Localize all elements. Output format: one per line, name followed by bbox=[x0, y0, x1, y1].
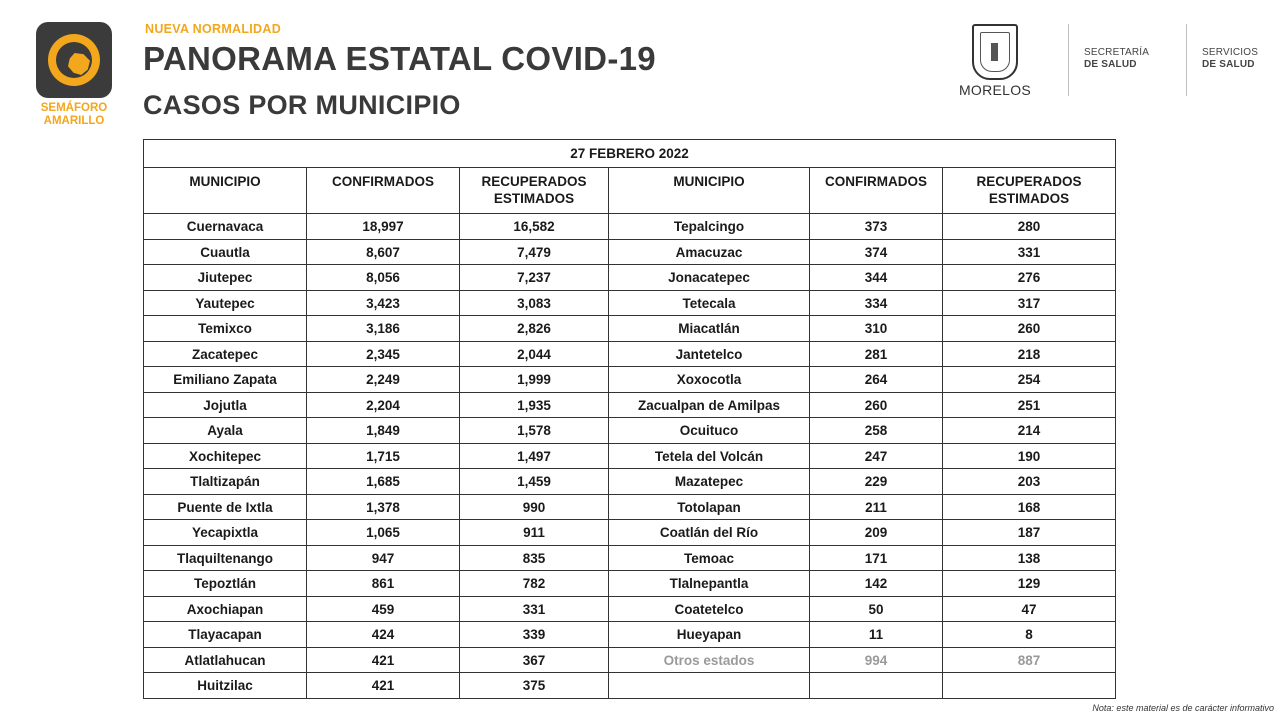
cell-recuperados: 214 bbox=[943, 418, 1116, 444]
cell-recuperados: 16,582 bbox=[460, 214, 609, 240]
cell-recuperados: 782 bbox=[460, 571, 609, 597]
semaforo-label-line2: AMARILLO bbox=[43, 115, 105, 127]
table-row bbox=[144, 341, 1116, 367]
cell-municipio: Coatetelco bbox=[609, 596, 810, 622]
table-row bbox=[144, 214, 1116, 240]
table-row bbox=[144, 239, 1116, 265]
table-row bbox=[144, 290, 1116, 316]
header-recuperados bbox=[943, 168, 1116, 214]
cell-municipio: Tepoztlán bbox=[144, 571, 307, 597]
cell-municipio: Miacatlán bbox=[609, 316, 810, 342]
cell-recuperados: 1,497 bbox=[460, 443, 609, 469]
cell-confirmados: 947 bbox=[307, 545, 460, 571]
header-confirmados: CONFIRMADOS bbox=[810, 168, 943, 214]
cell-municipio: Tetecala bbox=[609, 290, 810, 316]
state-map-icon bbox=[68, 53, 90, 75]
cell-recuperados: 367 bbox=[460, 647, 609, 673]
cell-recuperados: 260 bbox=[943, 316, 1116, 342]
cell-confirmados: 258 bbox=[810, 418, 943, 444]
cell-recuperados: 168 bbox=[943, 494, 1116, 520]
cell-confirmados: 994 bbox=[810, 647, 943, 673]
cell-confirmados: 260 bbox=[810, 392, 943, 418]
cell-confirmados: 229 bbox=[810, 469, 943, 495]
cell-recuperados: 331 bbox=[943, 239, 1116, 265]
cell-recuperados: 8 bbox=[943, 622, 1116, 648]
cell-confirmados: 211 bbox=[810, 494, 943, 520]
cell-municipio: Mazatepec bbox=[609, 469, 810, 495]
divider bbox=[1186, 24, 1187, 96]
header-recuperados-line1: RECUPERADOS bbox=[976, 174, 1082, 189]
cell-confirmados: 8,056 bbox=[307, 265, 460, 291]
header-municipio: MUNICIPIO bbox=[609, 168, 810, 214]
table-row bbox=[144, 265, 1116, 291]
cell-municipio: Tlaquiltenango bbox=[144, 545, 307, 571]
cell-recuperados: 375 bbox=[460, 673, 609, 699]
cell-confirmados: 1,378 bbox=[307, 494, 460, 520]
header-municipio: MUNICIPIO bbox=[144, 168, 307, 214]
secretaria-salud-logo bbox=[1084, 47, 1149, 71]
cell-municipio: Axochiapan bbox=[144, 596, 307, 622]
table-row bbox=[144, 647, 1116, 673]
cell-confirmados: 142 bbox=[810, 571, 943, 597]
cell-municipio: Totolapan bbox=[609, 494, 810, 520]
cell-recuperados: 254 bbox=[943, 367, 1116, 393]
cell-confirmados: 3,423 bbox=[307, 290, 460, 316]
cell-municipio bbox=[609, 673, 810, 699]
cell-confirmados: 421 bbox=[307, 647, 460, 673]
cell-municipio: Otros estados bbox=[609, 647, 810, 673]
table-row bbox=[144, 418, 1116, 444]
cell-recuperados: 3,083 bbox=[460, 290, 609, 316]
cell-confirmados: 18,997 bbox=[307, 214, 460, 240]
cell-municipio: Tlayacapan bbox=[144, 622, 307, 648]
cell-municipio: Yecapixtla bbox=[144, 520, 307, 546]
cell-recuperados: 317 bbox=[943, 290, 1116, 316]
table-row bbox=[144, 673, 1116, 699]
cell-recuperados: 339 bbox=[460, 622, 609, 648]
cases-table bbox=[143, 139, 1116, 699]
cell-recuperados: 2,044 bbox=[460, 341, 609, 367]
cell-recuperados: 138 bbox=[943, 545, 1116, 571]
cell-municipio: Tlaltizapán bbox=[144, 469, 307, 495]
cell-confirmados: 171 bbox=[810, 545, 943, 571]
cell-recuperados: 1,935 bbox=[460, 392, 609, 418]
cell-confirmados: 310 bbox=[810, 316, 943, 342]
cell-municipio: Emiliano Zapata bbox=[144, 367, 307, 393]
cell-municipio: Cuernavaca bbox=[144, 214, 307, 240]
dep1-line2: DE SALUD bbox=[1084, 59, 1137, 70]
table-row bbox=[144, 316, 1116, 342]
cell-recuperados: 280 bbox=[943, 214, 1116, 240]
page-subtitle: CASOS POR MUNICIPIO bbox=[143, 90, 461, 120]
cell-confirmados: 2,204 bbox=[307, 392, 460, 418]
table-row bbox=[144, 622, 1116, 648]
cell-municipio: Jiutepec bbox=[144, 265, 307, 291]
cell-confirmados: 421 bbox=[307, 673, 460, 699]
cell-confirmados: 209 bbox=[810, 520, 943, 546]
cell-confirmados: 424 bbox=[307, 622, 460, 648]
cell-municipio: Hueyapan bbox=[609, 622, 810, 648]
semaforo-logo bbox=[34, 22, 114, 128]
cell-confirmados: 281 bbox=[810, 341, 943, 367]
cell-recuperados: 1,578 bbox=[460, 418, 609, 444]
cell-confirmados: 1,685 bbox=[307, 469, 460, 495]
table-row bbox=[144, 520, 1116, 546]
cell-municipio: Coatlán del Río bbox=[609, 520, 810, 546]
servicios-salud-logo bbox=[1202, 47, 1258, 71]
cell-municipio: Ocuituco bbox=[609, 418, 810, 444]
cell-recuperados: 331 bbox=[460, 596, 609, 622]
cell-recuperados: 7,237 bbox=[460, 265, 609, 291]
cell-confirmados: 3,186 bbox=[307, 316, 460, 342]
cell-municipio: Puente de Ixtla bbox=[144, 494, 307, 520]
table-row bbox=[144, 494, 1116, 520]
dep1-line1: SECRETARÍA bbox=[1084, 47, 1150, 58]
cell-confirmados: 1,065 bbox=[307, 520, 460, 546]
cell-confirmados: 1,849 bbox=[307, 418, 460, 444]
cell-municipio: Tepalcingo bbox=[609, 214, 810, 240]
cell-confirmados: 247 bbox=[810, 443, 943, 469]
footnote: Nota: este material es de carácter informativo bbox=[1092, 703, 1274, 713]
table-row bbox=[144, 571, 1116, 597]
cell-confirmados: 1,715 bbox=[307, 443, 460, 469]
semaforo-label-line1: SEMÁFORO bbox=[40, 102, 108, 114]
dep2-line2: DE SALUD bbox=[1202, 59, 1255, 70]
cell-confirmados: 334 bbox=[810, 290, 943, 316]
cell-municipio: Amacuzac bbox=[609, 239, 810, 265]
traffic-light-icon bbox=[36, 22, 112, 98]
cell-recuperados: 835 bbox=[460, 545, 609, 571]
cell-municipio: Temixco bbox=[144, 316, 307, 342]
cell-municipio: Temoac bbox=[609, 545, 810, 571]
table-row bbox=[144, 596, 1116, 622]
cell-recuperados: 218 bbox=[943, 341, 1116, 367]
header-confirmados: CONFIRMADOS bbox=[307, 168, 460, 214]
cell-recuperados: 7,479 bbox=[460, 239, 609, 265]
cell-municipio: Tetela del Volcán bbox=[609, 443, 810, 469]
cell-recuperados: 47 bbox=[943, 596, 1116, 622]
cell-municipio: Jojutla bbox=[144, 392, 307, 418]
table-row bbox=[144, 443, 1116, 469]
cell-confirmados: 861 bbox=[307, 571, 460, 597]
header-recuperados bbox=[460, 168, 609, 214]
cell-recuperados: 187 bbox=[943, 520, 1116, 546]
cell-recuperados: 190 bbox=[943, 443, 1116, 469]
table-body bbox=[144, 214, 1116, 699]
dep2-line1: SERVICIOS bbox=[1202, 47, 1259, 58]
cell-municipio: Tlalnepantla bbox=[609, 571, 810, 597]
cell-recuperados: 251 bbox=[943, 392, 1116, 418]
semaforo-label bbox=[34, 102, 114, 128]
cell-confirmados: 11 bbox=[810, 622, 943, 648]
cell-recuperados: 276 bbox=[943, 265, 1116, 291]
morelos-shield-icon bbox=[972, 24, 1018, 80]
table-row bbox=[144, 367, 1116, 393]
table-date: 27 FEBRERO 2022 bbox=[144, 140, 1116, 168]
kicker: NUEVA NORMALIDAD bbox=[145, 22, 282, 36]
table-row bbox=[144, 392, 1116, 418]
cell-municipio: Huitzilac bbox=[144, 673, 307, 699]
table-row bbox=[144, 545, 1116, 571]
cell-confirmados: 2,249 bbox=[307, 367, 460, 393]
cell-recuperados: 887 bbox=[943, 647, 1116, 673]
header-recuperados-line2: ESTIMADOS bbox=[988, 191, 1070, 206]
cell-recuperados: 203 bbox=[943, 469, 1116, 495]
table-row bbox=[144, 469, 1116, 495]
cell-recuperados bbox=[943, 673, 1116, 699]
cell-recuperados: 990 bbox=[460, 494, 609, 520]
cell-municipio: Ayala bbox=[144, 418, 307, 444]
cell-municipio: Xochitepec bbox=[144, 443, 307, 469]
header-recuperados-line2: ESTIMADOS bbox=[493, 191, 575, 206]
cell-municipio: Cuautla bbox=[144, 239, 307, 265]
cell-confirmados: 374 bbox=[810, 239, 943, 265]
cell-municipio: Atlatlahucan bbox=[144, 647, 307, 673]
cell-recuperados: 2,826 bbox=[460, 316, 609, 342]
page-title: PANORAMA ESTATAL COVID-19 bbox=[143, 40, 656, 77]
cell-recuperados: 1,459 bbox=[460, 469, 609, 495]
cell-municipio: Jantetelco bbox=[609, 341, 810, 367]
cell-confirmados: 373 bbox=[810, 214, 943, 240]
cell-confirmados: 50 bbox=[810, 596, 943, 622]
cell-confirmados: 264 bbox=[810, 367, 943, 393]
cell-confirmados: 344 bbox=[810, 265, 943, 291]
cell-municipio: Zacatepec bbox=[144, 341, 307, 367]
cell-municipio: Zacualpan de Amilpas bbox=[609, 392, 810, 418]
cell-municipio: Jonacatepec bbox=[609, 265, 810, 291]
cell-municipio: Xoxocotla bbox=[609, 367, 810, 393]
state-logo-label: MORELOS bbox=[958, 82, 1032, 98]
cell-confirmados: 2,345 bbox=[307, 341, 460, 367]
divider bbox=[1068, 24, 1069, 96]
cell-recuperados: 911 bbox=[460, 520, 609, 546]
cell-recuperados: 129 bbox=[943, 571, 1116, 597]
cell-municipio: Yautepec bbox=[144, 290, 307, 316]
header-recuperados-line1: RECUPERADOS bbox=[481, 174, 587, 189]
cell-confirmados: 8,607 bbox=[307, 239, 460, 265]
cell-confirmados: 459 bbox=[307, 596, 460, 622]
cell-confirmados bbox=[810, 673, 943, 699]
cell-recuperados: 1,999 bbox=[460, 367, 609, 393]
